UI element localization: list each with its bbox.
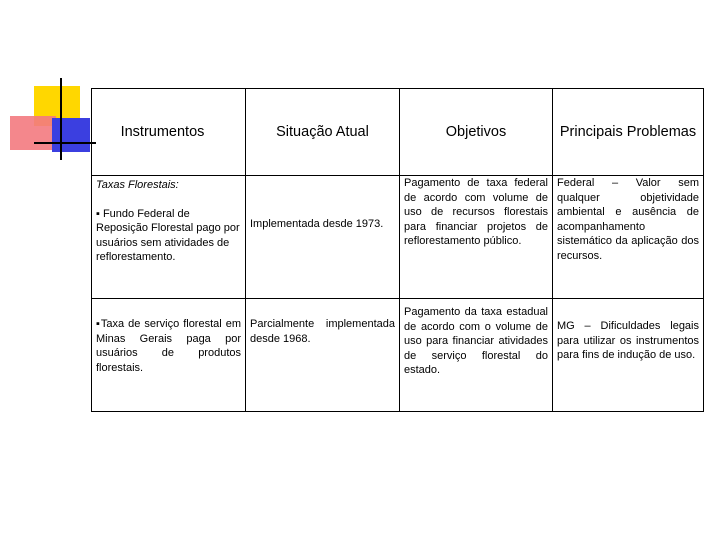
header-situacao-atual: Situação Atual <box>246 89 400 176</box>
cell-objetivo <box>400 299 553 412</box>
logo-blue-square <box>52 118 90 152</box>
header-principais-problemas: Principais Problemas <box>553 89 704 176</box>
cell-instrumento <box>92 299 246 412</box>
cell-problema <box>553 299 704 412</box>
table-row <box>92 299 704 412</box>
objetivo-text: Pagamento da taxa estadual de acordo com o volume de uso para financiar atividades de serviço florestal do estado. <box>404 306 548 377</box>
cell-situacao <box>246 176 400 299</box>
problema-text: Federal – Valor sem qualquer objetividade ambiental e ausência de acompanhamento sistemático da aplicação dos recursos. <box>557 177 699 262</box>
objetivo-text: Pagamento de taxa federal de acordo com volume de uso de recursos florestais para financiar projetos de reflorestamento público. <box>404 177 548 248</box>
instrumento-group-label: Taxas Florestais: <box>96 179 179 191</box>
problema-text: MG – Dificuldades legais para utilizar os instrumentos para fins de indução de uso. <box>557 320 699 362</box>
cell-objetivo <box>400 176 553 299</box>
cell-instrumento <box>92 176 246 299</box>
situacao-text: Implementada desde 1973. <box>250 218 384 230</box>
table-row <box>92 176 704 299</box>
logo-vertical-line <box>60 78 62 160</box>
instruments-table <box>91 88 704 412</box>
situacao-text: Parcialmente implementada desde 1968. <box>250 318 395 345</box>
decorative-logo <box>0 0 100 170</box>
logo-horizontal-line <box>34 142 96 144</box>
instrumento-text: ▪Taxa de serviço florestal em Minas Gerais paga por usuários de produtos florestais. <box>96 318 241 374</box>
cell-problema <box>553 176 704 299</box>
instrumento-text: ▪ Fundo Federal de Reposição Florestal pago por usuários sem atividades de reflorestamento. <box>96 207 240 264</box>
logo-red-square <box>10 116 56 150</box>
header-objetivos: Objetivos <box>400 89 553 176</box>
table-header-row <box>92 89 704 176</box>
cell-situacao <box>246 299 400 412</box>
header-instrumentos: Instrumentos <box>92 89 246 176</box>
